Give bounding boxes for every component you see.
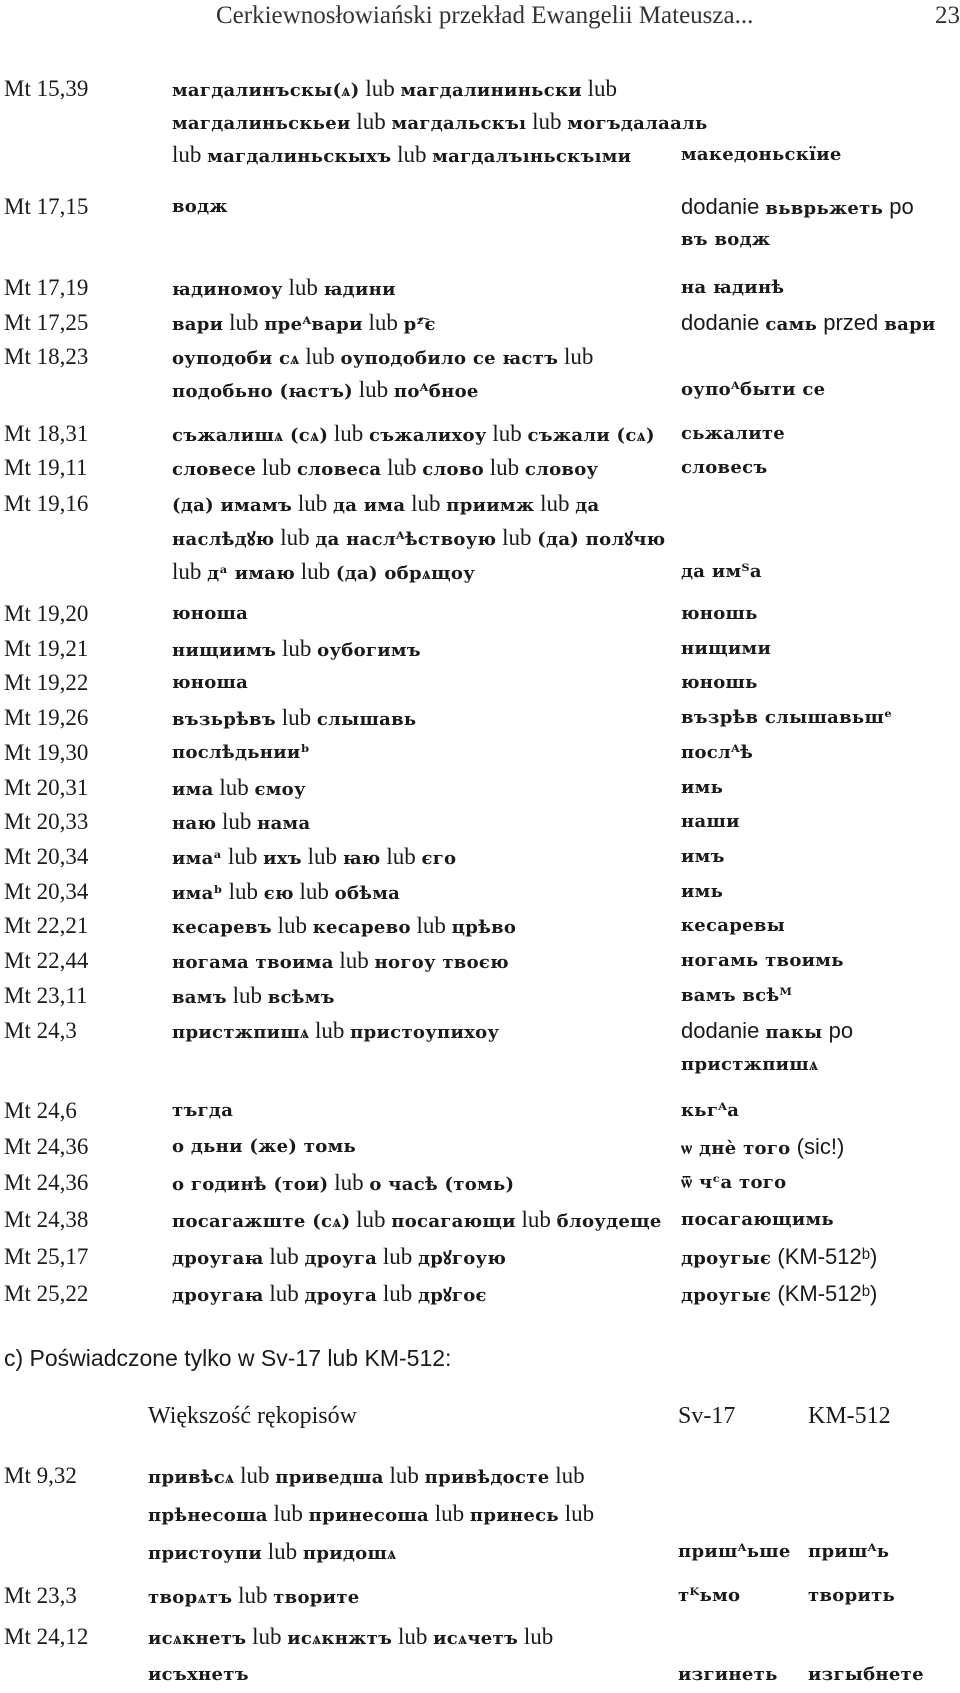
church-slavonic-text: исъхнетъ — [148, 1664, 249, 1685]
variant-line — [172, 1014, 499, 1048]
church-slavonic-text: съжалишѧ (сѧ) — [172, 425, 329, 446]
church-slavonic-text: приимж — [446, 495, 535, 516]
running-header — [0, 0, 960, 40]
church-slavonic-text: подобьно (ꙗстъ) — [172, 381, 354, 402]
section-c-title: c) Poświadczone tylko w Sv-17 lub KM-512: — [4, 1345, 452, 1371]
conjunction-text: lub — [353, 377, 394, 402]
church-slavonic-text: пристжпишѧ — [172, 1022, 310, 1043]
church-slavonic-text: словесъ — [681, 457, 768, 478]
church-slavonic-text: магдальскъı — [391, 113, 527, 134]
church-slavonic-text: магдалиньскьеи — [172, 113, 351, 134]
church-slavonic-text: словеса — [297, 459, 382, 480]
church-slavonic-text: ногама твоима — [172, 952, 334, 973]
variant-line — [172, 875, 400, 909]
church-slavonic-text: о годинѣ (тои) — [172, 1174, 329, 1195]
church-slavonic-text: поᴬбное — [393, 381, 479, 402]
church-slavonic-text: кесаревы — [681, 915, 786, 937]
conjunction-text: lub — [293, 878, 335, 904]
church-slavonic-text: тᴷьмо — [678, 1585, 741, 1606]
serbian-reading — [681, 417, 785, 451]
conjunction-text: lub — [350, 1207, 392, 1232]
conjunction-text: lub — [263, 1281, 305, 1306]
verse-reference: Mt 17,25 — [4, 310, 89, 335]
serbian-reading — [681, 1094, 739, 1128]
church-slavonic-text: о часѣ (томь) — [369, 1174, 515, 1195]
church-slavonic-text: словоу — [524, 459, 599, 480]
serbian-reading — [681, 805, 740, 839]
conjunction-text: lub — [391, 142, 433, 167]
church-slavonic-text: (да) имамъ — [172, 495, 293, 516]
church-slavonic-text: дрꙋгоую — [418, 1248, 507, 1269]
church-slavonic-text: имь — [681, 776, 724, 798]
church-slavonic-text: исѧкнетъ — [148, 1628, 247, 1649]
church-slavonic-text: вамъ всѣᴹ — [681, 984, 793, 1006]
verse-reference: Mt 23,3 — [4, 1583, 77, 1608]
verse-reference: Mt 9,32 — [4, 1463, 77, 1488]
church-slavonic-text: ногоу твоєю — [374, 952, 509, 973]
conjunction-text: lub — [261, 1539, 303, 1564]
variant-line — [172, 1277, 487, 1311]
variant-line — [172, 632, 421, 666]
verse-reference: Mt 23,11 — [4, 982, 88, 1008]
sv17-reading — [678, 1658, 778, 1692]
church-slavonic-text: оупоᴬбыти се — [681, 379, 826, 400]
verse-reference: Mt 19,20 — [4, 601, 89, 626]
serbian-reading — [681, 1014, 853, 1048]
church-slavonic-text: юноша — [172, 672, 249, 694]
church-slavonic-text: изгинеть — [678, 1664, 778, 1685]
serbian-reading — [681, 979, 792, 1013]
conjunction-text: lub — [381, 455, 423, 480]
conjunction-text: lub — [429, 1501, 470, 1526]
conjunction-text: lub — [483, 455, 525, 480]
serbian-reading — [681, 1277, 877, 1311]
serbian-reading — [681, 271, 784, 305]
church-slavonic-text: єю — [263, 882, 294, 904]
serbian-reading — [681, 138, 842, 172]
verse-reference: Mt 24,38 — [4, 1207, 89, 1232]
church-slavonic-text: рᶻ҇є — [403, 314, 436, 335]
church-slavonic-text: дроугыє — [681, 1285, 772, 1306]
note-text: dodanie — [681, 1018, 766, 1043]
church-slavonic-text: могъдалааль — [567, 113, 708, 134]
serbian-reading — [681, 223, 770, 257]
variant-line — [172, 909, 516, 943]
church-slavonic-text: дᵃ имаю — [207, 563, 295, 584]
serbian-reading — [681, 373, 825, 407]
church-slavonic-text: приведша — [275, 1467, 384, 1488]
church-slavonic-text: оуподоби сѧ — [172, 348, 300, 369]
church-slavonic-text: пакы — [765, 1022, 823, 1043]
verse-reference: Mt 20,34 — [4, 843, 89, 869]
variant-line — [172, 138, 631, 172]
church-slavonic-text: посагающимь — [681, 1209, 834, 1230]
verse-reference: Mt 20,31 — [4, 774, 89, 800]
variant-line — [172, 72, 617, 106]
church-slavonic-text: ꙗю — [342, 847, 381, 869]
conjunction-text: lub — [301, 843, 343, 869]
church-slavonic-text: наши — [681, 811, 740, 833]
variant-line — [172, 451, 598, 485]
church-slavonic-text: да наслᴬѣствоую — [315, 529, 497, 550]
conjunction-text: lub — [581, 76, 618, 101]
serbian-reading — [681, 736, 753, 770]
note-text: (KM-512ᵇ) — [771, 1281, 878, 1306]
conjunction-text: lub — [518, 1624, 554, 1649]
church-slavonic-text: обѣма — [334, 882, 401, 904]
church-slavonic-text: наслѣдꙋю — [172, 529, 275, 550]
church-slavonic-text: ꙗдиномоу — [172, 279, 283, 300]
church-slavonic-text: принесоша — [308, 1505, 430, 1526]
verse-reference: Mt 19,26 — [4, 705, 89, 731]
church-slavonic-text: вари — [172, 314, 224, 335]
km512-reading — [808, 1535, 889, 1569]
church-slavonic-text: ѿ чᶜа того — [681, 1172, 787, 1193]
conjunction-text: lub — [534, 491, 576, 516]
conjunction-text: lub — [350, 109, 392, 134]
church-slavonic-text: всѣмъ — [267, 986, 335, 1008]
serbian-reading — [681, 875, 723, 909]
column-header-sv17: Sv-17 — [678, 1403, 736, 1429]
note-text: przed — [817, 310, 885, 335]
conjunction-text: lub — [246, 1624, 288, 1649]
variant-line — [172, 105, 708, 139]
church-slavonic-text: посагающи — [391, 1211, 516, 1232]
church-slavonic-text: вамъ — [172, 986, 227, 1008]
conjunction-text: lub — [558, 344, 594, 369]
church-slavonic-text: творите — [273, 1587, 360, 1608]
conjunction-text: lub — [223, 310, 265, 335]
church-slavonic-text: магдалиньскыхъ — [207, 146, 392, 167]
serbian-reading — [681, 944, 844, 978]
church-slavonic-text: слышавь — [316, 709, 417, 731]
church-slavonic-text: нищими — [681, 637, 772, 659]
conjunction-text: lub — [410, 913, 452, 939]
church-slavonic-text: послѣдьнииᵇ — [172, 741, 310, 763]
church-slavonic-text: юношь — [681, 603, 758, 624]
conjunction-text: lub — [362, 310, 404, 335]
church-slavonic-text: има — [172, 778, 214, 800]
church-slavonic-text: дрꙋгоє — [418, 1285, 487, 1306]
church-slavonic-text: сьжалите — [681, 423, 786, 444]
verse-reference: Mt 19,11 — [4, 455, 88, 480]
serbian-reading — [681, 771, 723, 805]
church-slavonic-text: магдалинъскы(ѧ) — [172, 80, 360, 101]
page-number: 23 — [935, 2, 960, 29]
serbian-reading — [681, 840, 725, 874]
variant-line — [172, 736, 310, 770]
conjunction-text: lub — [256, 455, 298, 480]
serbian-reading — [681, 1240, 877, 1274]
conjunction-text: lub — [274, 525, 316, 550]
conjunction-text: lub — [299, 344, 341, 369]
variant-line — [172, 340, 593, 374]
header-title: Cerkiewnosłowiański przekład Ewangelii Mateusza... — [216, 2, 754, 29]
church-slavonic-text: ѡ днѐ того — [681, 1138, 791, 1159]
church-slavonic-text: дроугыє — [681, 1248, 772, 1269]
church-slavonic-text: юношь — [681, 672, 758, 694]
serbian-reading — [681, 909, 785, 943]
church-slavonic-text: възьрѣвъ — [172, 709, 276, 731]
verse-reference: Mt 19,16 — [4, 491, 89, 516]
conjunction-text: lub — [526, 109, 568, 134]
church-slavonic-text: пристоупихоу — [350, 1022, 500, 1043]
church-slavonic-text: пристжпишѧ — [681, 1054, 819, 1075]
serbian-reading — [681, 597, 758, 631]
church-slavonic-text: магдалъıньскъıми — [432, 146, 632, 167]
conjunction-text: lub — [172, 142, 208, 167]
conjunction-text: lub — [292, 491, 333, 516]
verse-reference: Mt 22,21 — [4, 913, 89, 939]
church-slavonic-text: слово — [422, 459, 484, 480]
verse-reference: Mt 18,23 — [4, 344, 89, 369]
church-slavonic-text: дроугаꙗ — [172, 1248, 264, 1269]
church-slavonic-text: пришᴬьше — [678, 1541, 791, 1562]
serbian-reading — [681, 632, 771, 666]
church-slavonic-text: тъгда — [172, 1100, 234, 1121]
serbian-reading — [681, 555, 762, 589]
church-slavonic-text: ногамь твоимь — [681, 950, 844, 971]
note-text: po — [883, 194, 914, 219]
variant-line — [172, 1203, 662, 1237]
variant-line — [172, 771, 306, 805]
variant-line — [172, 840, 456, 874]
church-slavonic-text: възрѣв слышавьшᵉ — [681, 707, 893, 729]
serbian-reading — [681, 1203, 834, 1237]
church-slavonic-text: юноша — [172, 603, 249, 624]
church-slavonic-text: самь — [765, 314, 818, 335]
verse-reference: Mt 24,36 — [4, 1134, 89, 1159]
variant-line — [172, 597, 248, 631]
church-slavonic-text: придошѧ — [302, 1543, 397, 1564]
church-slavonic-text: принесь — [469, 1505, 559, 1526]
church-slavonic-text: вари — [884, 314, 936, 335]
variant-line — [172, 701, 416, 735]
variant-line — [172, 805, 310, 839]
variant-line — [172, 271, 396, 305]
note-text: po — [822, 1018, 854, 1043]
church-slavonic-text: нищиимъ — [172, 639, 277, 661]
variant-line — [172, 417, 655, 451]
church-slavonic-text: (да) обрѧщоу — [335, 563, 476, 584]
conjunction-text: lub — [263, 1244, 305, 1269]
variant-line — [148, 1497, 594, 1531]
church-slavonic-text: вьврьжеть — [765, 198, 884, 219]
church-slavonic-text: блоудеще — [556, 1211, 662, 1232]
verse-reference: Mt 24,3 — [4, 1018, 77, 1043]
conjunction-text: lub — [213, 774, 255, 800]
conjunction-text: lub — [405, 491, 447, 516]
church-slavonic-text: пришᴬь — [808, 1541, 890, 1562]
verse-reference: Mt 20,34 — [4, 878, 89, 904]
variant-line — [172, 373, 479, 407]
church-slavonic-text: имь — [681, 880, 724, 902]
conjunction-text: lub — [328, 421, 370, 446]
verse-reference: Mt 17,19 — [4, 275, 89, 300]
church-slavonic-text: преᴬвари — [264, 314, 363, 335]
conjunction-text: lub — [380, 843, 422, 869]
variant-line — [148, 1658, 249, 1692]
conjunction-text: lub — [276, 635, 318, 661]
conjunction-text: lub — [359, 76, 401, 101]
church-slavonic-text: оубогимъ — [317, 639, 421, 661]
serbian-reading — [681, 701, 892, 735]
serbian-reading — [681, 190, 914, 224]
church-slavonic-text: съжалихоу — [369, 425, 487, 446]
church-slavonic-text: имъ — [681, 845, 725, 867]
variant-line — [172, 944, 509, 978]
church-slavonic-text: на ꙗдинѣ — [681, 277, 785, 298]
church-slavonic-text: исѧчетъ — [433, 1628, 519, 1649]
church-slavonic-text: привѣдосте — [424, 1467, 550, 1488]
church-slavonic-text: македоньскїие — [681, 144, 842, 165]
church-slavonic-text: имаᵇ — [172, 882, 223, 904]
variant-line — [148, 1535, 396, 1569]
variant-line — [148, 1620, 553, 1654]
conjunction-text: lub — [558, 1501, 595, 1526]
note-text: (sic!) — [790, 1134, 845, 1159]
church-slavonic-text: привѣсѧ — [148, 1467, 235, 1488]
church-slavonic-text: єго — [421, 847, 457, 869]
conjunction-text: lub — [486, 421, 528, 446]
conjunction-text: lub — [172, 559, 208, 584]
variant-line — [172, 555, 475, 589]
variant-line — [172, 487, 599, 521]
sv17-reading — [678, 1535, 791, 1569]
serbian-reading — [681, 1048, 818, 1082]
verse-reference: Mt 20,33 — [4, 809, 89, 835]
serbian-reading — [681, 306, 936, 340]
church-slavonic-text: ꙗдини — [323, 279, 396, 300]
variant-line — [172, 1094, 233, 1128]
verse-reference: Mt 25,22 — [4, 1281, 89, 1306]
variant-line — [172, 1240, 506, 1274]
conjunction-text: lub — [275, 705, 317, 731]
variant-line — [172, 979, 335, 1013]
conjunction-text: lub — [222, 843, 264, 869]
variant-line — [172, 306, 436, 340]
conjunction-text: lub — [232, 1583, 274, 1608]
conjunction-text: lub — [549, 1463, 585, 1488]
verse-reference: Mt 17,15 — [4, 194, 89, 219]
conjunction-text: lub — [515, 1207, 557, 1232]
sv17-reading — [678, 1579, 740, 1613]
note-text: dodanie — [681, 310, 766, 335]
church-slavonic-text: пристоупи — [148, 1543, 262, 1564]
church-slavonic-text: словесе — [172, 459, 257, 480]
serbian-reading — [681, 666, 758, 700]
variant-line — [172, 1166, 514, 1200]
conjunction-text: lub — [295, 559, 336, 584]
conjunction-text: lub — [222, 878, 264, 904]
church-slavonic-text: оуподобило се ꙗстъ — [340, 348, 559, 369]
church-slavonic-text: дроугаꙗ — [172, 1285, 264, 1306]
church-slavonic-text: да има — [332, 495, 406, 516]
variant-line — [172, 1130, 356, 1164]
variant-line — [172, 190, 228, 224]
church-slavonic-text: нама — [257, 813, 311, 835]
conjunction-text: lub — [226, 982, 268, 1008]
verse-reference: Mt 18,31 — [4, 421, 89, 446]
note-text: (KM-512ᵇ) — [771, 1244, 878, 1269]
km512-reading — [808, 1658, 924, 1692]
church-slavonic-text: да имᵀа — [681, 561, 762, 582]
conjunction-text: lub — [392, 1624, 434, 1649]
verse-reference: Mt 19,22 — [4, 670, 89, 696]
conjunction-text: lub — [383, 1463, 425, 1488]
km512-reading — [808, 1579, 895, 1613]
church-slavonic-text: кьгᴬа — [681, 1100, 740, 1121]
church-slavonic-text: о дьни (же) томь — [172, 1136, 357, 1157]
church-slavonic-text: кесаревъ — [172, 917, 272, 939]
church-slavonic-text: да — [575, 495, 600, 516]
conjunction-text: lub — [328, 1170, 370, 1195]
column-header-km512: KM-512 — [808, 1403, 891, 1429]
church-slavonic-text: имаᵃ — [172, 847, 223, 869]
church-slavonic-text: творѧтъ — [148, 1587, 233, 1608]
serbian-reading — [681, 1130, 844, 1164]
serbian-reading — [681, 1166, 786, 1200]
verse-reference: Mt 25,17 — [4, 1244, 89, 1269]
church-slavonic-text: (да) полꙋчю — [537, 529, 666, 550]
conjunction-text: lub — [377, 1244, 418, 1269]
variant-line — [172, 521, 665, 555]
church-slavonic-text: послᴬѣ — [681, 741, 754, 763]
variant-line — [148, 1579, 360, 1613]
verse-reference: Mt 24,36 — [4, 1170, 89, 1195]
church-slavonic-text: црѣво — [451, 917, 517, 939]
verse-reference: Mt 24,12 — [4, 1624, 89, 1649]
church-slavonic-text: прѣнесоша — [148, 1505, 268, 1526]
conjunction-text: lub — [271, 913, 313, 939]
verse-reference: Mt 22,44 — [4, 948, 89, 973]
church-slavonic-text: водж — [172, 196, 228, 217]
conjunction-text: lub — [216, 809, 258, 835]
church-slavonic-text: кесарево — [312, 917, 411, 939]
church-slavonic-text: наю — [172, 813, 217, 835]
church-slavonic-text: съжали (сѧ) — [527, 425, 655, 446]
church-slavonic-text: дроуга — [304, 1285, 378, 1306]
conjunction-text: lub — [234, 1463, 276, 1488]
conjunction-text: lub — [309, 1018, 351, 1043]
column-header-majority: Większość rękopisów — [148, 1403, 357, 1429]
church-slavonic-text: въ водж — [681, 229, 771, 250]
church-slavonic-text: исѧкнжтъ — [287, 1628, 393, 1649]
verse-reference: Mt 24,6 — [4, 1098, 77, 1123]
church-slavonic-text: магдалининьски — [400, 80, 582, 101]
verse-reference: Mt 15,39 — [4, 76, 89, 101]
variant-line — [148, 1459, 585, 1493]
conjunction-text: lub — [282, 275, 324, 300]
church-slavonic-text: изгыбнете — [808, 1664, 924, 1685]
church-slavonic-text: дроуга — [304, 1248, 378, 1269]
verse-reference: Mt 19,21 — [4, 635, 89, 661]
note-text: dodanie — [681, 194, 766, 219]
church-slavonic-text: ихъ — [263, 847, 302, 869]
conjunction-text: lub — [496, 525, 538, 550]
church-slavonic-text: ємоу — [254, 778, 306, 800]
conjunction-text: lub — [267, 1501, 309, 1526]
church-slavonic-text: творить — [808, 1585, 896, 1606]
conjunction-text: lub — [377, 1281, 418, 1306]
variant-line — [172, 666, 248, 700]
conjunction-text: lub — [333, 948, 375, 973]
serbian-reading — [681, 451, 767, 485]
church-slavonic-text: посагажште (сѧ) — [172, 1211, 351, 1232]
verse-reference: Mt 19,30 — [4, 739, 89, 765]
